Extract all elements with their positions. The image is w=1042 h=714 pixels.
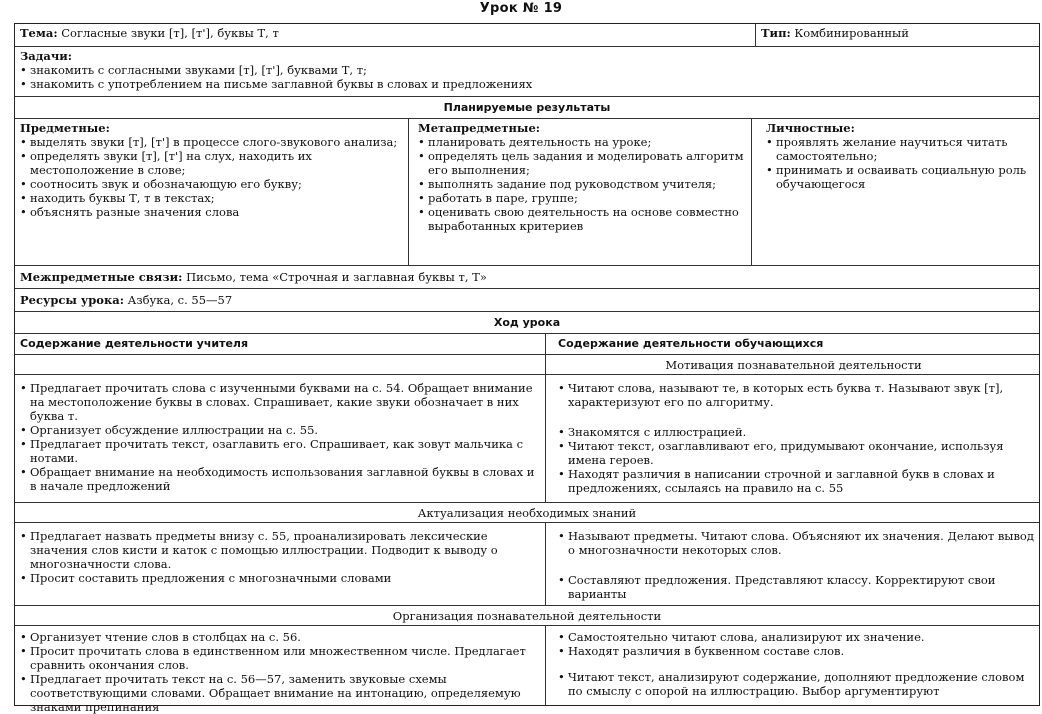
- topic-row: [15, 24, 1039, 47]
- list-item: • Организует обсуждение иллюстрации на с. 55.: [20, 423, 540, 437]
- list-item: • Обращает внимание на необходимость использования заглавной буквы в словах и в начале предложений: [20, 465, 540, 493]
- list-item: • Предлагает назвать предметы внизу с. 55, проанализировать лексические значения слов кисти и каток с помощью иллюстрации. Подводит к выводу о многозначности слова.: [20, 529, 540, 571]
- students-activity: [545, 523, 1041, 605]
- resources-row: [15, 289, 1039, 312]
- interdisciplinary-label: Межпредметные связи:: [20, 270, 183, 284]
- meta-results: Метапредметные: • планировать деятельность на уроке; • определять цель задания и моделировать алгоритм его выполнения; • выполнять задание под руководством учителя; • работать в паре, группе; • оценивать свою деятельность на основе совместно выработанных критериев: [408, 119, 751, 265]
- personal-results: Личностные: • проявлять желание научиться читать самостоятельно; • принимать и осваивать социальную роль обучающегося: [751, 119, 1041, 265]
- list-item: • Читают текст, анализируют содержание, дополняют предложение словом по смыслу с опорой на иллюстрацию. Выбор аргументируют: [558, 670, 1036, 698]
- lesson-flow-header-row: [15, 312, 1039, 334]
- teacher-activity: [15, 375, 545, 502]
- stage-content-row: [15, 375, 1039, 503]
- stage-content-row: [15, 523, 1039, 606]
- list-item: • Знакомятся с иллюстрацией.: [558, 425, 1036, 439]
- stage-header-row: [15, 503, 1039, 523]
- list-item: • Предлагает прочитать текст, озаглавить его. Спрашивает, как зовут мальчика с нотами.: [20, 437, 540, 465]
- list-item: • проявлять желание научиться читать самостоятельно;: [766, 135, 1036, 163]
- stage-content-row: [15, 626, 1039, 714]
- list-item: • Просит составить предложения с многозначными словами: [20, 571, 540, 585]
- stage-name: Организация познавательной деятельности: [392, 609, 662, 623]
- stage-name: Актуализация необходимых знаний: [417, 506, 637, 520]
- type-value: Комбинированный: [794, 26, 909, 40]
- resources-value: Азбука, с. 55—57: [127, 293, 233, 307]
- planned-results-row: [15, 119, 1039, 266]
- teacher-activity: [15, 523, 545, 605]
- list-item: • знакомить с употреблением на письме заглавной буквы в словах и предложениях: [20, 77, 1034, 91]
- planned-results-header-row: [15, 97, 1039, 119]
- list-item: • выделять звуки [т], [т'] в процессе слого-звукового анализа;: [20, 135, 403, 149]
- subject-results: Предметные: • выделять звуки [т], [т'] в процессе слого-звукового анализа; • определять звуки [т], [т'] на слух, находить их местоположение в слове; • соотносить звук и обозначающую его букву; • находить буквы Т, т в текстах; • объяснять разные значения слова: [15, 119, 408, 265]
- list-item: • Называют предметы. Читают слова. Объясняют их значения. Делают вывод о многозначности некоторых слов.: [558, 529, 1036, 557]
- teacher-activity: [15, 626, 545, 714]
- list-item: • Организует чтение слов в столбцах на с. 56.: [20, 630, 540, 644]
- column-headers-row: [15, 334, 1039, 355]
- list-item: • Читают текст, озаглавливают его, придумывают окончание, используя имена героев.: [558, 439, 1036, 467]
- list-item: • Находят различия в буквенном составе слов.: [558, 644, 1036, 658]
- list-item: • работать в паре, группе;: [418, 191, 746, 205]
- list-item: • Предлагает прочитать текст на с. 56—57, заменить звуковые схемы соответствующими словами. Обращает внимание на интонацию, определяемую знаками препинания: [20, 672, 540, 714]
- list-item: • планировать деятельность на уроке;: [418, 135, 746, 149]
- tasks-label: Задачи:: [20, 49, 73, 63]
- lesson-title: Урок № 19: [479, 1, 563, 16]
- students-activity: [545, 626, 1041, 705]
- interdisciplinary-value: Письмо, тема «Строчная и заглавная буквы т, Т»: [186, 270, 487, 284]
- students-activity: [545, 375, 1041, 502]
- stage-header-row: [15, 606, 1039, 626]
- type-label: Тип:: [761, 26, 791, 40]
- list-item: • Читают слова, называют те, в которых есть буква т. Называют звук [т], характеризуют его по алгоритму.: [558, 381, 1036, 409]
- list-item: • Просит прочитать слова в единственном или множественном числе. Предлагает сравнить окончания слов.: [20, 644, 540, 672]
- stage-name: Мотивация познавательной деятельности: [545, 355, 1041, 374]
- planned-results-header: Планируемые результаты: [443, 101, 611, 114]
- list-item: • Предлагает прочитать слова с изученными буквами на с. 54. Обращает внимание на местоположение буквы в словах. Спрашивает, какие звуки обозначает в них буква т.: [20, 381, 540, 423]
- tasks-list: [20, 63, 1034, 91]
- list-item: • объяснять разные значения слова: [20, 205, 403, 219]
- resources-label: Ресурсы урока:: [20, 293, 124, 307]
- interdisciplinary-row: [15, 266, 1039, 289]
- list-item: • оценивать свою деятельность на основе совместно выработанных критериев: [418, 205, 746, 233]
- list-item: • находить буквы Т, т в текстах;: [20, 191, 403, 205]
- list-item: • Находят различия в написании строчной и заглавной букв в словах и предложениях, ссылаясь на правило на с. 55: [558, 467, 1036, 495]
- lesson-flow-header: Ход урока: [493, 316, 561, 329]
- list-item: • выполнять задание под руководством учителя;: [418, 177, 746, 191]
- list-item: • соотносить звук и обозначающую его букву;: [20, 177, 403, 191]
- list-item: • определять звуки [т], [т'] на слух, находить их местоположение в слове;: [20, 149, 403, 177]
- list-item: • Самостоятельно читают слова, анализируют их значение.: [558, 630, 1036, 644]
- topic-label: Тема:: [20, 26, 58, 40]
- list-item: • принимать и осваивать социальную роль обучающегося: [766, 163, 1036, 191]
- lesson-plan-table: [14, 23, 1040, 714]
- stage-header-row: [15, 355, 1039, 375]
- topic-value: Согласные звуки [т], [т'], буквы Т, т: [61, 26, 279, 40]
- teacher-column-header: Содержание деятельности учителя: [20, 337, 249, 350]
- tasks-row: [15, 47, 1039, 97]
- list-item: • знакомить с согласными звуками [т], [т'], буквами Т, т;: [20, 63, 1034, 77]
- students-column-header: Содержание деятельности обучающихся: [545, 334, 1041, 354]
- list-item: • Составляют предложения. Представляют классу. Корректируют свои варианты: [558, 573, 1036, 601]
- list-item: • определять цель задания и моделировать алгоритм его выполнения;: [418, 149, 746, 177]
